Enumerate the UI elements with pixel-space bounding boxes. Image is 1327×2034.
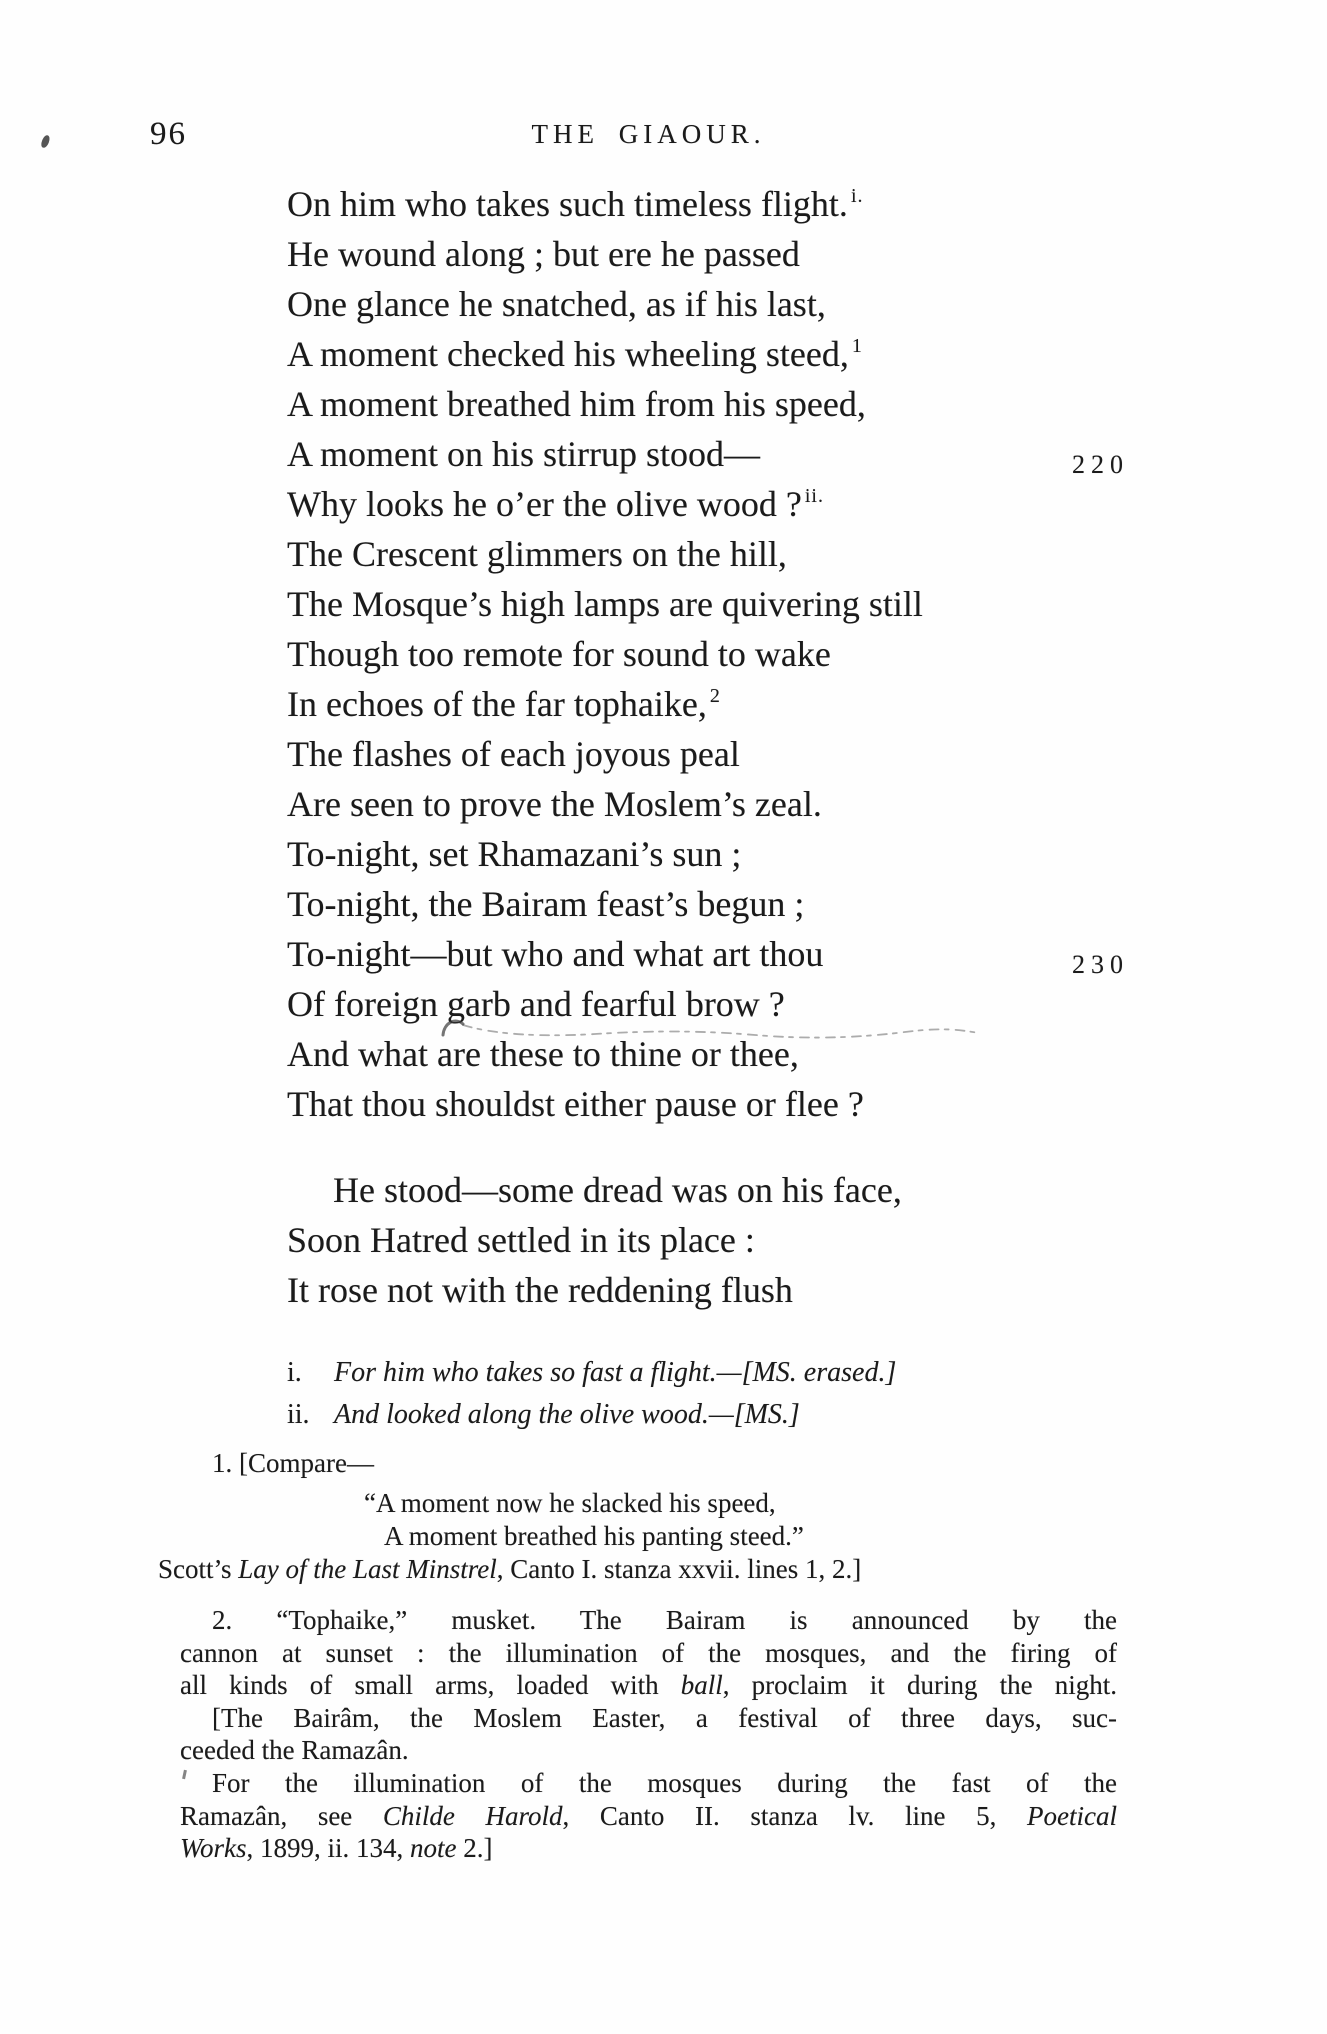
poem-line (287, 829, 926, 879)
poem-line (287, 1265, 905, 1315)
poem-line-text: He wound along ; but ere he passed (287, 234, 800, 274)
italic-term: note (410, 1833, 457, 1864)
footnote-text: , proclaim it during the night. (722, 1670, 1117, 1701)
poem-line-text: That thou shouldst either pause or flee ? (287, 1084, 864, 1124)
poem-line-text: The Mosque’s high lamps are quivering still (287, 584, 923, 624)
footnote-text: Ramazân, see (180, 1800, 383, 1831)
poem-line (287, 379, 926, 429)
footnote-text: 2.] (456, 1833, 493, 1864)
footnote-text: , Canto II. stanza lv. line 5, (562, 1800, 1028, 1831)
poem-line-text: To-night—but who and what art thou (287, 934, 824, 974)
poem-line-text: One glance he snatched, as if his last, (287, 284, 826, 324)
poem-line-text: The flashes of each joyous peal (287, 734, 740, 774)
footnote-marker: 2 (709, 685, 721, 707)
poem-line-text: He stood—some dread was on his face, (333, 1170, 902, 1210)
footnote-2-line (180, 1669, 1117, 1702)
manuscript-variant-notes (287, 1352, 896, 1436)
poem-line-text: Though too remote for sound to wake (287, 634, 831, 674)
footnote-1-opener: 1. [Compare— (212, 1448, 374, 1478)
poem-line-text: Are seen to prove the Moslem’s zeal. (287, 784, 822, 824)
poem-line (287, 429, 1129, 479)
variant-text: And looked along the olive wood.—[MS.] (334, 1399, 800, 1430)
footnote-2 (180, 1604, 1117, 1865)
footnote-marker: 1 (851, 335, 863, 357)
footnote-2-line (180, 1832, 1117, 1865)
pen-squiggle-mark (435, 1008, 985, 1046)
poem-line (287, 1215, 905, 1265)
poem-line (287, 879, 926, 929)
cited-work-title: Works (180, 1833, 247, 1864)
poem-line (287, 779, 926, 829)
footnote-1-quote-line: “A moment now he slacked his speed, (364, 1488, 776, 1518)
poem-line (287, 729, 926, 779)
running-title: THE GIAOUR. (531, 119, 766, 149)
footnote-2-line: ceeded the Ramazân. (180, 1735, 409, 1766)
poem-line (287, 1079, 926, 1129)
poem-stanza-2 (287, 1165, 905, 1315)
poem-line-text: The Crescent glimmers on the hill, (287, 534, 787, 574)
footnote-2-line (180, 1800, 1117, 1833)
poem-line-text: Of foreign garb and fearful brow ? (287, 984, 785, 1024)
cited-work-title: Childe Harold (382, 1800, 563, 1831)
attribution-text: , Canto I. stanza xxvii. lines 1, 2.] (496, 1554, 862, 1584)
poem-line (287, 529, 926, 579)
poem-stanza-1 (287, 179, 1129, 1129)
footnote-2-line: cannon at sunset : the illumination of the mosques, and the firing of (180, 1637, 1117, 1668)
poem-line (287, 279, 926, 329)
poem-line-text: A moment on his stirrup stood— (287, 434, 761, 474)
footnote-marker: ii. (804, 485, 824, 507)
footnote-1 (158, 1447, 1137, 1586)
verse-line-number: 220 (1072, 450, 1129, 479)
poem-line-text: Soon Hatred settled in its place : (287, 1220, 755, 1260)
poem-line (287, 179, 926, 229)
poem-line-text: And what are these to thine or thee, (287, 1034, 799, 1074)
poem-line-text: Why looks he o’er the olive wood ? (287, 484, 802, 524)
poem-line-text: To-night, the Bairam feast’s begun ; (287, 884, 805, 924)
poem-line (287, 329, 926, 379)
variant-label: i. (287, 1357, 302, 1388)
variant-text: For him who takes so fast a flight.—[MS. erased.] (334, 1357, 897, 1388)
poem-line-text: On him who takes such timeless flight. (287, 184, 848, 224)
poem-line-text: A moment checked his wheeling steed, (287, 334, 849, 374)
poem-line (287, 929, 1129, 979)
poem-line (287, 629, 926, 679)
variant-note-i (287, 1352, 896, 1394)
poem-line (287, 1165, 905, 1215)
cited-work-title: Lay of the Last Minstrel (238, 1554, 497, 1584)
variant-note-ii (287, 1394, 896, 1436)
ink-speck (40, 135, 52, 149)
cited-work-title: Poetical (1027, 1800, 1117, 1831)
poem-line (287, 679, 926, 729)
verse-line-number: 230 (1072, 950, 1129, 979)
poem-line-text: To-night, set Rhamazani’s sun ; (287, 834, 742, 874)
poem-line (287, 479, 926, 529)
poem-line-text: It rose not with the reddening flush (287, 1270, 793, 1310)
attribution-text: Scott’s (158, 1554, 239, 1584)
footnote-marker: i. (850, 185, 864, 207)
poem-line-text: A moment breathed him from his speed, (287, 384, 866, 424)
footnote-text: , 1899, ii. 134, (246, 1833, 411, 1864)
poem-line (287, 579, 926, 629)
footnote-2-line: 2. “Tophaike,” musket. The Bairam is announced by the (212, 1605, 1117, 1635)
variant-label: ii. (287, 1399, 310, 1430)
footnote-2-line: [The Bairâm, the Moslem Easter, a festival of three days, suc- (212, 1702, 1117, 1733)
footnote-text: all kinds of small arms, loaded with (180, 1670, 681, 1701)
footnote-1-attribution (158, 1553, 1137, 1586)
poem-line (287, 229, 926, 279)
poem-line-text: In echoes of the far tophaike, (287, 684, 707, 724)
footnote-1-quote-line: A moment breathed his panting steed.” (384, 1521, 804, 1551)
italic-term: ball (680, 1670, 723, 1701)
page-number: 96 (150, 116, 187, 152)
footnote-2-line: For the illumination of the mosques during the fast of the (212, 1767, 1117, 1798)
